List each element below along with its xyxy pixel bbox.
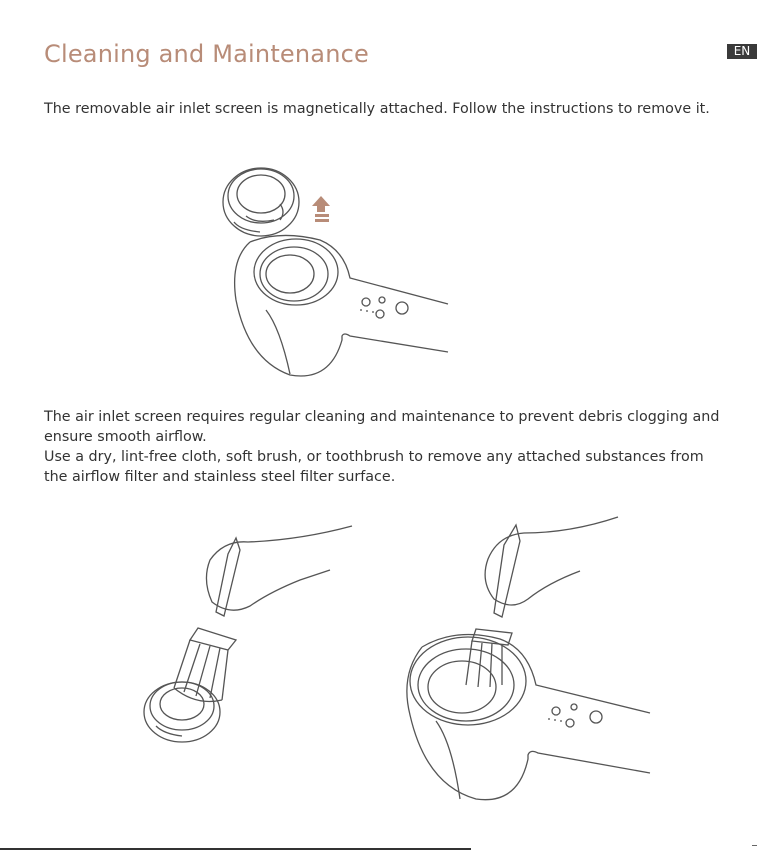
hair-dryer-body [407, 635, 650, 800]
detached-screen-ring [144, 682, 220, 742]
inlet-screen-ring [223, 168, 299, 236]
page-title: Cleaning and Maintenance [44, 40, 369, 68]
cleaning-paragraph-2: Use a dry, lint-free cloth, soft brush, or toothbrush to remove any attached substances from the airflow filter and stainless steel filter surface. [44, 449, 704, 485]
brush-dryer-illustration [400, 515, 655, 805]
intro-paragraph: The removable air inlet screen is magnetically attached. Follow the instructions to remove it. [44, 101, 710, 117]
screen-removal-illustration [220, 160, 460, 382]
hair-dryer-body [235, 235, 448, 376]
footer-rule [0, 848, 471, 850]
language-badge: EN [727, 44, 757, 59]
cleaning-paragraph-1: The air inlet screen requires regular cleaning and maintenance to prevent debris clogging and ensure smooth airflow. [44, 409, 720, 445]
hand-holding-brush [466, 517, 618, 687]
up-arrow-icon [312, 196, 330, 222]
footer-tick [752, 845, 757, 846]
brush-screen-illustration [140, 520, 360, 750]
hand-holding-brush [174, 526, 352, 702]
